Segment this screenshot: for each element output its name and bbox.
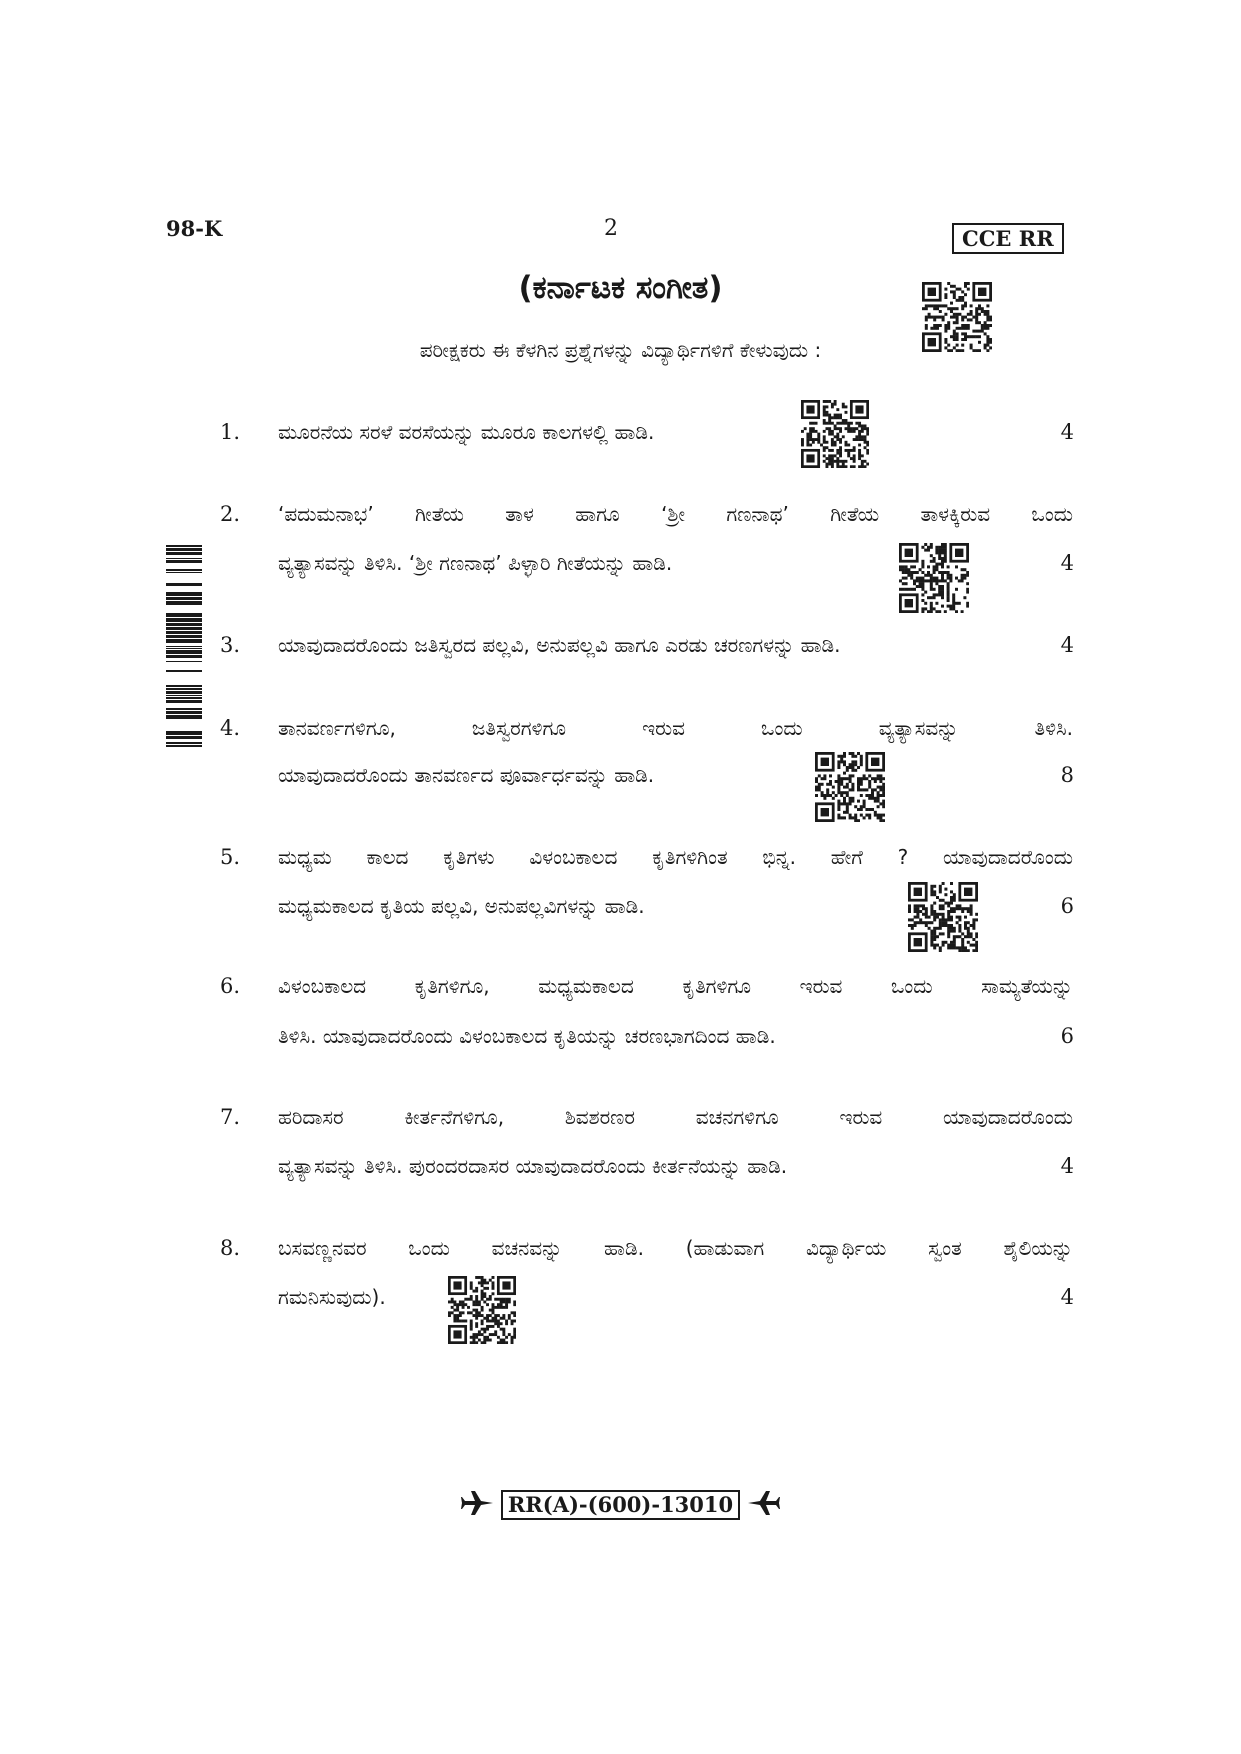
question-text: ವ್ಯತ್ಯಾಸವನ್ನು ತಿಳಿಸಿ. ‘ಶ್ರೀ ಗಣನಾಥ’ ಪಿಳ್ಳಾರಿ ಗೀತೆಯನ್ನು ಹಾಡಿ. [278, 551, 673, 575]
question-text: ಯಾವುದಾದರೊಂದು ತಾನವರ್ಣದ ಪೂರ್ವಾರ್ಧವನ್ನು ಹಾಡಿ. [278, 763, 655, 787]
question-number: 2. [220, 502, 241, 526]
question-marks: 4 [1060, 1154, 1074, 1178]
page-number: 2 [604, 216, 618, 241]
question-text: ತಿಳಿಸಿ. ಯಾವುದಾದರೊಂದು ವಿಳಂಬಕಾಲದ ಕೃತಿಯನ್ನು ಚರಣಭಾಗದಿಂದ ಹಾಡಿ. [278, 1024, 776, 1048]
qr-code-icon[interactable] [899, 543, 969, 613]
question-marks: 4 [1060, 633, 1074, 657]
question-text: ಗಮನಿಸುವುದು). [278, 1285, 386, 1309]
question-text: ಮಧ್ಯಮಕಾಲದ ಕೃತಿಯ ಪಲ್ಲವಿ, ಅನುಪಲ್ಲವಿಗಳನ್ನು ಹಾಡಿ. [278, 894, 645, 918]
paper-code: 98-K [166, 216, 223, 241]
question-text: ವಿಳಂಬಕಾಲದ ಕೃತಿಗಳಿಗೂ, ಮಧ್ಯಮಕಾಲದ ಕೃತಿಗಳಿಗೂ ಇರುವ ಒಂದು ಸಾಮ್ಯತೆಯನ್ನು [278, 974, 1073, 998]
airplane-icon [746, 1490, 780, 1520]
qr-code-icon[interactable] [448, 1276, 516, 1344]
question-text: ವ್ಯತ್ಯಾಸವನ್ನು ತಿಳಿಸಿ. ಪುರಂದರದಾಸರ ಯಾವುದಾದರೊಂದು ಕೀರ್ತನೆಯನ್ನು ಹಾಡಿ. [278, 1154, 788, 1178]
question-marks: 4 [1060, 1285, 1074, 1309]
question-marks: 8 [1060, 763, 1074, 787]
footer-code: RR(A)-(600)-13010 [501, 1490, 740, 1520]
question-number: 7. [220, 1105, 241, 1129]
question-number: 5. [220, 845, 241, 869]
paper-series-badge: CCE RR [952, 223, 1064, 254]
question-text: ಮೂರನೆಯ ಸರಳೆ ವರಸೆಯನ್ನು ಮೂರೂ ಕಾಲಗಳಲ್ಲಿ ಹಾಡಿ. [278, 420, 655, 444]
question-marks: 6 [1060, 894, 1074, 918]
question-text: ಮಧ್ಯಮ ಕಾಲದ ಕೃತಿಗಳು ವಿಳಂಬಕಾಲದ ಕೃತಿಗಳಿಗಿಂತ ಭಿನ್ನ. ಹೇಗೆ ? ಯಾವುದಾದರೊಂದು [278, 845, 1073, 869]
question-text: ‘ಪದುಮನಾಭ’ ಗೀತೆಯ ತಾಳ ಹಾಗೂ ‘ಶ್ರೀ ಗಣನಾಥ’ ಗೀತೆಯ ತಾಳಕ್ಕಿರುವ ಒಂದು [278, 502, 1073, 526]
question-text: ಹರಿದಾಸರ ಕೀರ್ತನೆಗಳಿಗೂ, ಶಿವಶರಣರ ವಚನಗಳಿಗೂ ಇರುವ ಯಾವುದಾದರೊಂದು [278, 1105, 1073, 1129]
barcode-icon [166, 543, 202, 748]
question-number: 4. [220, 716, 241, 740]
question-marks: 4 [1060, 420, 1074, 444]
question-text: ಬಸವಣ್ಣನವರ ಒಂದು ವಚನವನ್ನು ಹಾಡಿ. (ಹಾಡುವಾಗ ವಿದ್ಯಾರ್ಥಿಯ ಸ್ವಂತ ಶೈಲಿಯನ್ನು [278, 1236, 1073, 1260]
qr-code-icon[interactable] [908, 882, 978, 952]
examiner-instruction: ಪರೀಕ್ಷಕರು ಈ ಕೆಳಗಿನ ಪ್ರಶ್ನೆಗಳನ್ನು ವಿದ್ಯಾರ್ಥಿಗಳಿಗೆ ಕೇಳುವುದು : [419, 338, 822, 362]
footer [0, 1490, 1241, 1520]
airplane-icon [461, 1490, 495, 1520]
question-text: ತಾನವರ್ಣಗಳಿಗೂ, ಜತಿಸ್ವರಗಳಿಗೂ ಇರುವ ಒಂದು ವ್ಯತ್ಯಾಸವನ್ನು ತಿಳಿಸಿ. [278, 716, 1073, 740]
qr-code-icon[interactable] [801, 400, 869, 468]
question-number: 1. [220, 420, 241, 444]
qr-code-icon[interactable] [815, 752, 885, 822]
question-number: 8. [220, 1236, 241, 1260]
question-number: 6. [220, 974, 241, 998]
page-title: (ಕರ್ನಾಟಕ ಸಂಗೀತ) [518, 270, 723, 306]
question-marks: 6 [1060, 1024, 1074, 1048]
question-marks: 4 [1060, 551, 1074, 575]
question-number: 3. [220, 633, 241, 657]
question-text: ಯಾವುದಾದರೊಂದು ಜತಿಸ್ವರದ ಪಲ್ಲವಿ, ಅನುಪಲ್ಲವಿ ಹಾಗೂ ಎರಡು ಚರಣಗಳನ್ನು ಹಾಡಿ. [278, 633, 841, 657]
